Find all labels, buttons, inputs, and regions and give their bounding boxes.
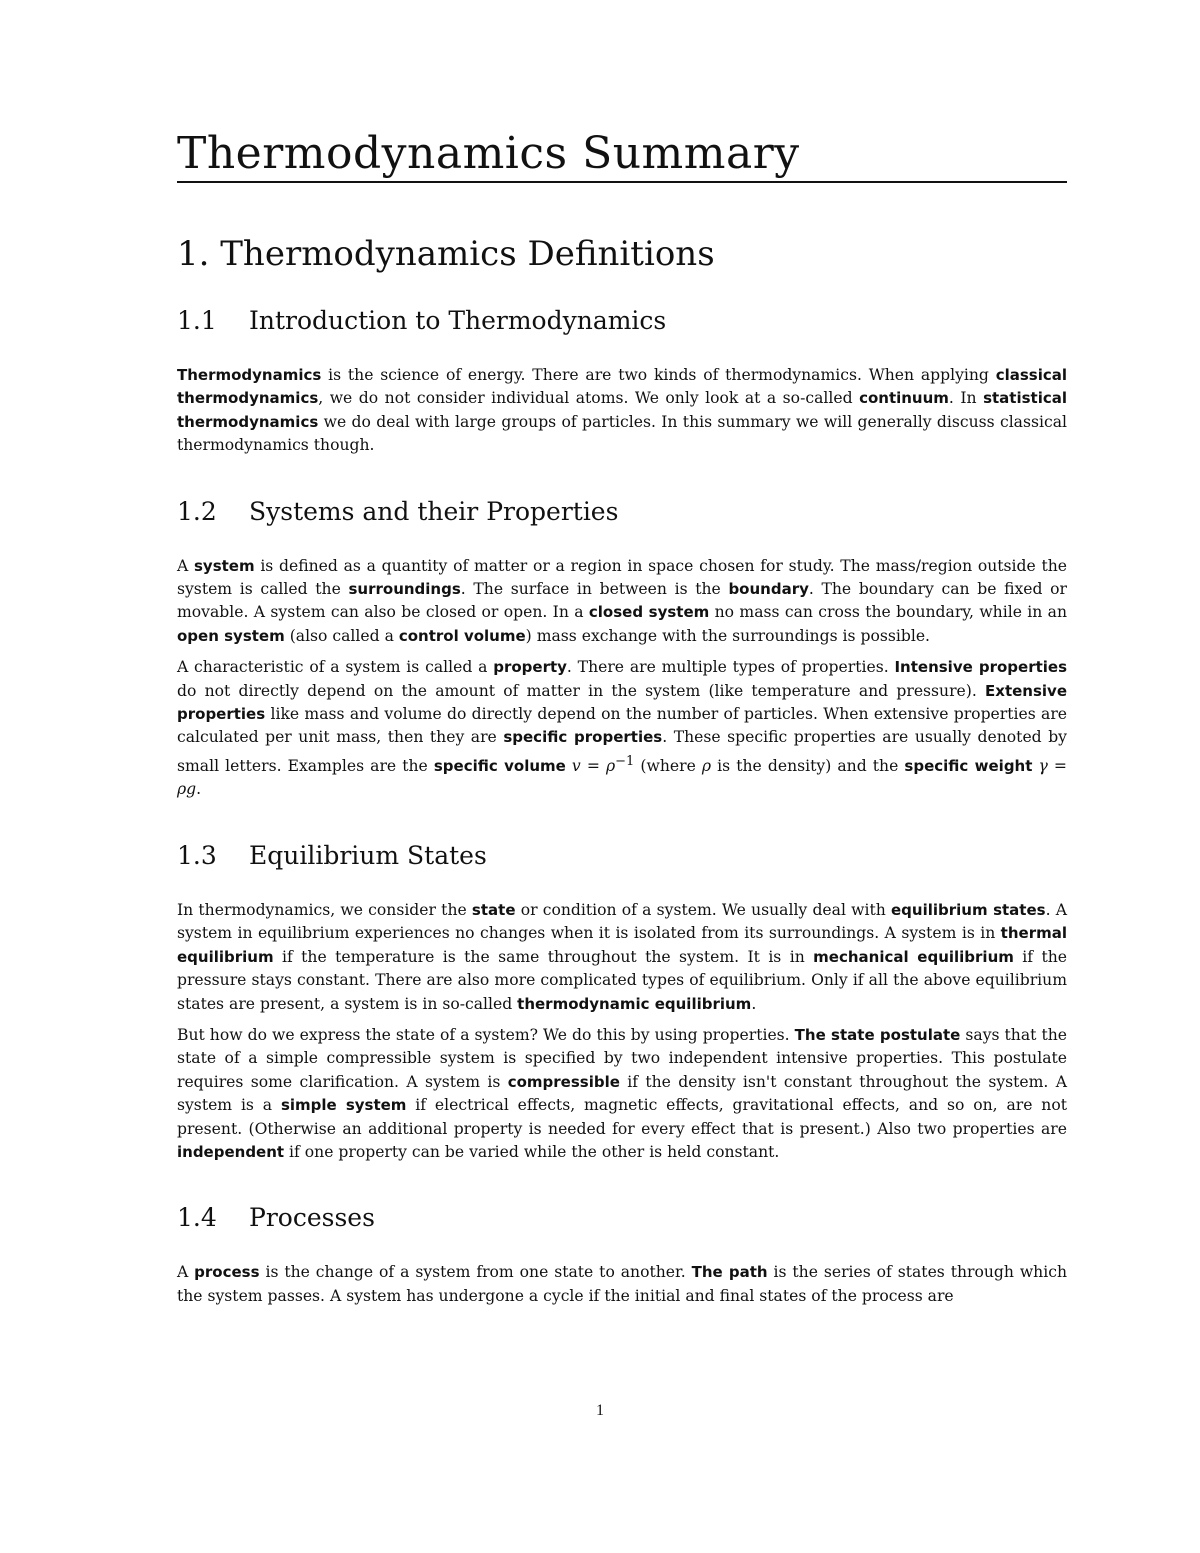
bold-term: equilibrium states [891,900,1046,919]
math-symbol: v [571,757,581,776]
bold-term: system [193,556,255,575]
math-symbol: ρ [605,757,616,776]
bold-term: process [194,1263,260,1282]
math-symbol: ρ [701,757,712,776]
bold-term: property [493,658,567,677]
bold-term: state [471,900,516,919]
section-systems [177,496,1067,802]
bold-term: continuum [859,389,949,408]
bold-term: The state postulate [794,1025,961,1044]
paragraph: But how do we express the state of a system? We do this by using properties. The state postulate says that the state of a simple compressible system is specified by two independent intensive properties. This postulate requires some clarification. A system is compressible if the density isn't constant throughout the system. A system is a simple system if electrical effects, magnetic effects, gravitational effects, and so on, are not present. (Otherwise an additional property is needed for every effect that is present.) Also two properties are independent if one property can be varied while the other is held constant. [177,1025,1067,1161]
bold-term: specific weight [904,757,1033,776]
bold-term: thermodynamic equilibrium [517,994,752,1013]
bold-term: The path [691,1263,768,1282]
paragraph: A system is defined as a quantity of matter or a region in space chosen for study. The mass/region outside the system is called the surroundings. The surface in between is the boundary. The boundary can be fixed or movable. A system can also be closed or open. In a closed system no mass can cross the boundary, while in an open system (also called a control volume) mass exchange with the surroundings is possible. [177,556,1067,645]
math-symbol: γ [1038,757,1048,776]
paragraph: A process is the change of a system from one state to another. The path is the series of states through which the system passes. A system has undergone a cycle if the initial and final states of the process are [177,1263,1067,1305]
bold-term: statistical thermodynamics [177,389,1068,431]
bold-term: surroundings [348,580,461,599]
section-title-text: Introduction to Thermodynamics [249,306,667,335]
section-title-text: Systems and their Properties [249,496,619,526]
section-title-text: Processes [249,1203,375,1233]
section-heading [177,1202,1067,1234]
section-number: 1.1 [177,306,217,335]
bold-term: Intensive properties [894,658,1067,677]
paragraph: In thermodynamics, we consider the state or condition of a system. We usually deal with equilibrium states. A system in equilibrium experiences no changes when it is isolated from its surroundings. A system is in thermal equilibrium if the temperature is the same throughout the system. It is in mechanical equilibrium if the pressure stays constant. There are also more complicated types of equilibrium. Only if all the above equilibrium states are present, a system is in so-called thermodynamic equilibrium. [177,900,1067,1013]
page-content [177,128,1067,1308]
chapter-title: 1. Thermodynamics Definitions [177,234,715,274]
section-equilibrium [177,840,1067,1164]
bold-term: Extensive properties [177,681,1067,724]
section-processes [177,1202,1067,1308]
bold-term: classical thermodynamics [177,366,1067,408]
bold-term: thermal equilibrium [177,924,1067,966]
paragraph: Thermodynamics is the science of energy. There are two kinds of thermodynamics. When applying classical thermodynamics, we do not consider individual atoms. We only look at a so-called continuum. In statistical thermodynamics we do deal with large groups of particles. In this summary we will generally discuss classical thermodynamics though. [177,366,1068,455]
bold-term: closed system [588,603,710,622]
bold-term: simple system [280,1096,407,1115]
bold-term: open system [177,626,285,645]
bold-term: compressible [507,1072,620,1091]
section-number: 1.2 [177,496,217,526]
bold-term: control volume [398,626,526,645]
bold-term: boundary [728,580,809,599]
math-superscript: −1 [615,753,635,769]
bold-term: independent [177,1142,285,1161]
section-heading [177,496,1067,528]
section-heading [177,305,1067,337]
math-symbol: ρg [177,780,197,799]
section-number: 1.3 [177,840,217,870]
bold-term: mechanical equilibrium [813,947,1014,966]
bold-term: specific volume [433,757,566,776]
section-introduction [177,305,1067,458]
bold-term: Thermodynamics [177,366,322,384]
section-number: 1.4 [177,1203,217,1233]
page-number: 1 [596,1402,604,1419]
bold-term: specific properties [503,728,663,747]
section-title-text: Equilibrium States [249,840,487,870]
paragraph: A characteristic of a system is called a property. There are multiple types of properties. Intensive properties do not directly depend on the amount of matter in the system (like temperature and pressure). Extensive properties like mass and volume do directly depend on the number of particles. When extensive properties are calculated per unit mass, then they are specific properties. These specific properties are usually denoted by small letters. Examples are the specific volume $v = \rho^{-1}$ (where ρ is the density) and the specific weight γ = ρg. [177,658,1067,799]
document-title: Thermodynamics Summary [177,128,1067,183]
section-heading [177,840,1067,872]
